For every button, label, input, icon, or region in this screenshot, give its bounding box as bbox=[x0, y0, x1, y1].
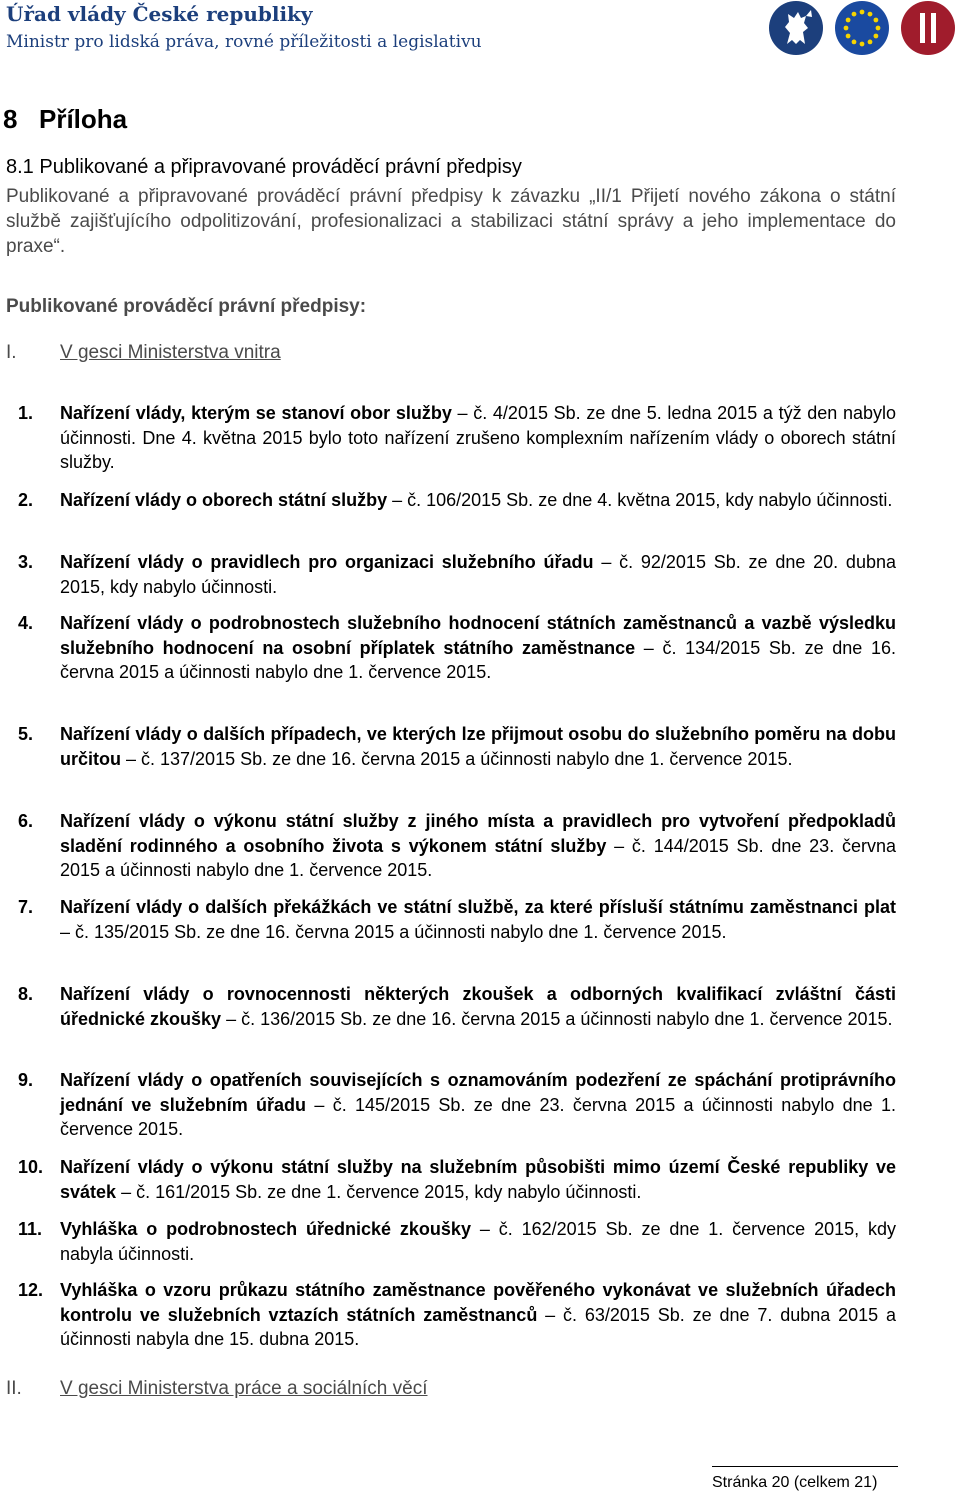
list-item bbox=[18, 722, 896, 771]
item-title: Nařízení vlády o výkonu státní služby z jiného místa a pravidlech pro vytvoření předpokladů sladění rodinného a osobního života s výkonem státní služby bbox=[60, 811, 896, 856]
intro-paragraph: Publikované a připravované prováděcí právní předpisy k závazku „II/1 Přijetí nového zákona o státní službě zajišťujícího odpolitizování, profesionalizaci a stabilizaci státní správy a jeho implementace do praxe“. bbox=[6, 186, 896, 257]
item-detail: – č. 161/2015 Sb. ze dne 1. července 2015, kdy nabylo účinnosti. bbox=[116, 1181, 642, 1202]
minister-title: Ministr pro lidská práva, rovné příležitosti a legislativu bbox=[6, 32, 482, 52]
group-title: V gesci Ministerstva vnitra bbox=[60, 342, 281, 363]
item-title: Nařízení vlády, kterým se stanoví obor služby bbox=[60, 403, 452, 423]
list-item bbox=[18, 1155, 896, 1204]
group-heading-interior bbox=[6, 342, 281, 364]
item-title: Nařízení vlády o pravidlech pro organizaci služebního úřadu bbox=[60, 552, 594, 572]
section-number: 8 bbox=[3, 104, 18, 134]
item-detail: – č. 106/2015 Sb. ze dne 4. května 2015, kdy nabylo účinnosti. bbox=[387, 490, 893, 510]
group-title: V gesci Ministerstva práce a sociálních věcí bbox=[60, 1378, 428, 1399]
item-detail: – č. 137/2015 Sb. ze dne 16. června 2015 a účinnosti nabylo dne 1. července 2015. bbox=[121, 748, 793, 769]
list-item bbox=[18, 982, 896, 1031]
list-item bbox=[18, 401, 896, 475]
item-number: 9. bbox=[18, 1070, 34, 1090]
item-number: 6. bbox=[18, 811, 34, 831]
item-title: Nařízení vlády o dalších překážkách ve státní službě, za které přísluší státnímu zaměstnanci plat bbox=[60, 897, 896, 917]
list-item bbox=[18, 1068, 896, 1142]
item-title: Nařízení vlády o podrobnostech služebního hodnocení státních zaměstnanců a vazbě výsledku služebního hodnocení na osobní příplatek státního zaměstnance bbox=[60, 613, 896, 658]
item-detail: – č. 145/2015 Sb. ze dne 23. června 2015 a účinnosti nabylo dne 1. července 2015. bbox=[60, 1094, 896, 1139]
item-title: Vyhláška o podrobnostech úřednické zkoušky bbox=[60, 1219, 471, 1239]
office-name: Úřad vlády České republiky bbox=[6, 2, 313, 26]
item-title: Nařízení vlády o rovnocennosti některých zkoušek a odborných kvalifikací zvláštní části úřednické zkoušky bbox=[60, 984, 896, 1029]
item-number: 1. bbox=[18, 403, 34, 423]
page-number: Stránka 20 (celkem 21) bbox=[712, 1474, 878, 1491]
eu-flag-icon bbox=[834, 0, 890, 56]
group-numeral: II. bbox=[6, 1378, 22, 1399]
section-title bbox=[3, 104, 127, 135]
group-heading-labour bbox=[6, 1378, 428, 1400]
item-number: 8. bbox=[18, 984, 34, 1004]
item-number: 11. bbox=[18, 1219, 43, 1239]
item-detail: – č. 162/2015 Sb. ze dne 1. července 2015, kdy nabyla účinnosti. bbox=[60, 1219, 897, 1264]
item-detail: – č. 134/2015 Sb. ze dne 16. června 2015 a účinnosti nabylo dne 1. července 2015. bbox=[60, 637, 896, 682]
document-header bbox=[0, 0, 960, 70]
group-numeral: I. bbox=[6, 342, 17, 363]
item-detail: – č. 4/2015 Sb. ze dne 5. ledna 2015 a týž den nabylo účinnosti. Dne 4. května 2015 bylo toto nařízení zrušeno komplexním nařízením vlády o oborech státní služby. bbox=[60, 403, 896, 472]
item-number: 7. bbox=[18, 897, 34, 917]
item-number: 3. bbox=[18, 552, 34, 572]
published-heading: Publikované prováděcí právní předpisy: bbox=[6, 296, 367, 317]
item-detail: – č. 136/2015 Sb. ze dne 16. června 2015 a účinnosti nabylo dne 1. července 2015. bbox=[221, 1008, 893, 1029]
item-detail: – č. 92/2015 Sb. ze dne 20. dubna 2015, kdy nabylo účinnosti. bbox=[60, 552, 896, 597]
item-number: 10. bbox=[18, 1157, 44, 1177]
item-detail: – č. 144/2015 Sb. dne 23. června 2015 a účinnosti nabylo dne 1. července 2015. bbox=[60, 835, 896, 880]
list-item bbox=[18, 1217, 896, 1266]
list-item bbox=[18, 895, 896, 944]
item-title: Nařízení vlády o oborech státní služby bbox=[60, 490, 388, 510]
item-number: 12. bbox=[18, 1280, 44, 1300]
list-item bbox=[18, 611, 896, 685]
list-item bbox=[18, 488, 896, 513]
item-title: Nařízení vlády o opatřeních souvisejících s oznamováním podezření ze spáchání protiprávního jednání ve služebním úřadu bbox=[60, 1070, 896, 1115]
item-number: 5. bbox=[18, 724, 34, 744]
footer-divider bbox=[712, 1466, 898, 1467]
item-detail: – č. 63/2015 Sb. ze dne 7. dubna 2015 a účinnosti nabyla dne 15. dubna 2015. bbox=[60, 1304, 896, 1349]
list-item bbox=[18, 550, 896, 599]
item-title: Nařízení vlády o výkonu státní služby na služebním působišti mimo území České republiky ve svátek bbox=[60, 1157, 896, 1202]
item-number: 4. bbox=[18, 613, 34, 633]
item-number: 2. bbox=[18, 490, 34, 510]
list-item bbox=[18, 809, 896, 883]
item-title: Nařízení vlády o dalších případech, ve kterých lze přijmout osobu do služebního poměru na dobu určitou bbox=[60, 724, 896, 769]
list-item bbox=[18, 1278, 896, 1352]
item-detail: – č. 135/2015 Sb. ze dne 16. června 2015 a účinnosti nabylo dne 1. července 2015. bbox=[60, 921, 727, 942]
czech-lion-emblem-icon bbox=[768, 0, 824, 56]
roman-two-logo-icon bbox=[900, 0, 956, 56]
subsection-title: 8.1 Publikované a připravované prováděcí právní předpisy bbox=[6, 156, 522, 178]
section-title-text: Příloha bbox=[39, 104, 128, 134]
item-title: Vyhláška o vzoru průkazu státního zaměstnance pověřeného vykonávat ve služebních úřadech kontrolu ve služebních vztazích státních zaměstnanců bbox=[60, 1280, 896, 1325]
